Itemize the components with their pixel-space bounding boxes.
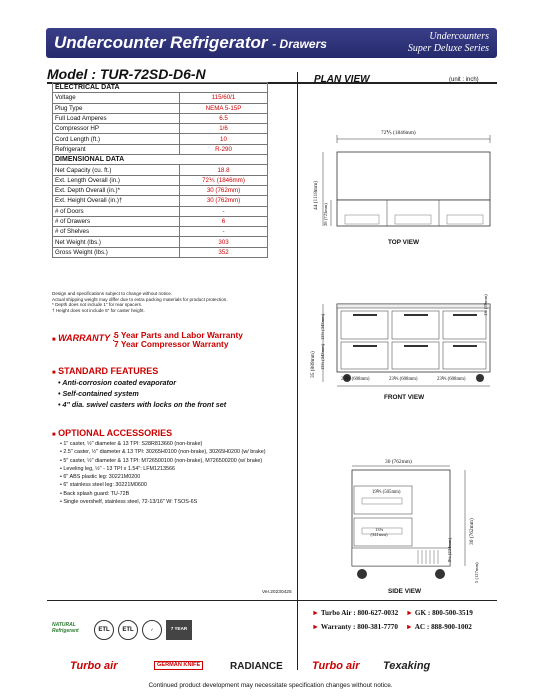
spec-row <box>53 103 268 113</box>
spec-row <box>53 196 268 206</box>
accessory-item: • 5" caster, ½" diameter & 13 TPI: M726500100 (non-brake), M726500200 (w/ brake) <box>60 457 263 464</box>
front-view-caption: FRONT VIEW <box>384 394 425 401</box>
accessory-item: • 2.5" caster, ½" diameter & 13 TPI: 30265H0100 (non-brake), 30265H0200 (w/ brake) <box>60 449 266 456</box>
contact-row-2: ► Warranty : 800-381-7770 ► AC : 888-900-1002 <box>312 623 472 631</box>
feature-item: • Anti-corrosion coated evaporator <box>58 378 177 387</box>
side-low-dim: 9¼ (234mm) <box>447 538 452 562</box>
feature-text-3: 4" dia. swivel casters with locks on the front set <box>62 400 227 409</box>
warranty-label-text: WARRANTY : <box>58 333 116 343</box>
front-drawer1-dim: 13½ (343mm) <box>320 313 325 340</box>
accessory-item: • Single overshelf, stainless steel, 72-13/16" W: TSOS-6S <box>60 499 198 506</box>
spec-row <box>53 113 268 123</box>
spec-label: # of Shelves <box>53 227 180 237</box>
warranty-line2: 7 Year Compressor Warranty <box>114 339 229 349</box>
note-4: † Height does not include 5" for caster height. <box>52 307 145 313</box>
note-3: * Depth does not include 1" for rear spacers. <box>52 302 143 308</box>
accessory-item: • Leveling leg, ½" - 13 TPI x 1.54": LFM1213566 <box>60 465 175 472</box>
header-banner <box>46 28 497 58</box>
spec-label: Plug Type <box>53 103 180 113</box>
feature-text-2: Self-contained system <box>62 389 139 398</box>
top-view-drawing <box>305 125 505 243</box>
spec-value: R-290 <box>180 144 268 154</box>
contact-gk: GK : 800-500-3519 <box>414 609 473 617</box>
spec-row <box>53 227 268 237</box>
spec-row <box>53 165 268 175</box>
side-drawer-dim: 13⅜ (341mm) <box>370 527 388 537</box>
note-2: Actual shipping weight may differ due to extra packing materials for product protection. <box>52 296 228 302</box>
side-caster-dim: 5 (127mm) <box>474 562 479 583</box>
spec-value: 6.5 <box>180 113 268 123</box>
spec-label: Ext. Height Overall (in.)† <box>53 196 180 206</box>
feature-item: • Self-contained system <box>58 389 139 398</box>
top-depth2-dim: 28 (723mm) <box>323 203 328 226</box>
warranty-lines <box>114 331 243 349</box>
spec-value: NEMA 5-15P <box>180 103 268 113</box>
spec-value: 352 <box>180 247 268 257</box>
spec-table <box>52 82 268 258</box>
series-label <box>408 31 489 55</box>
contact-ac: AC : 888-900-1002 <box>414 623 472 631</box>
warranty-label: ■ WARRANTY : <box>52 333 116 343</box>
top-drawer-strip <box>337 200 490 226</box>
standard-features-list <box>58 377 293 410</box>
contact-row-1: ► Turbo Air : 800-627-0032 ► GK : 800-500-3519 <box>312 609 473 617</box>
optional-accessories-title-text: OPTIONAL ACCESSORIES <box>58 428 173 438</box>
front-width1-dim: 23⅗ (608mm) <box>341 377 370 382</box>
brand-logo-turbo-air: Turbo air <box>70 660 118 672</box>
optional-accessories-title: ■ OPTIONAL ACCESSORIES <box>52 428 173 438</box>
spec-row <box>53 134 268 144</box>
contact-turbo-air: Turbo Air : 800-627-0032 <box>320 609 399 617</box>
spec-value: 115/60/1 <box>180 93 268 103</box>
accessory-text-1: 1" caster, ½" diameter & 13 TPI: S28R813660 (non-brake) <box>63 441 203 447</box>
page-title <box>54 33 327 53</box>
column-divider <box>297 72 298 670</box>
optional-accessories-list <box>60 440 285 506</box>
front-width3-dim: 23⅗ (608mm) <box>437 377 466 382</box>
spec-row <box>53 175 268 185</box>
spec-section-title: ELECTRICAL DATA <box>53 83 268 93</box>
accessory-item: • 1" caster, ½" diameter & 13 TPI: S28R813660 (non-brake) <box>60 441 203 447</box>
front-drawer2-dim: 13½ (343mm) <box>320 343 325 370</box>
spec-value: - <box>180 206 268 216</box>
warranty-seal-icon: ✓ <box>142 620 162 640</box>
spec-label: Net Weight (lbs.) <box>53 237 180 247</box>
standard-features-title: ■ STANDARD FEATURES <box>52 366 159 376</box>
spec-value: 1/6 <box>180 124 268 134</box>
spec-label: # of Doors <box>53 206 180 216</box>
series-line2: Super Deluxe Series <box>407 43 489 54</box>
spec-row <box>53 216 268 226</box>
spec-section-header <box>53 155 268 165</box>
accessory-item: • Back splash guard: TU-72B <box>60 490 130 497</box>
spec-label: Refrigerant <box>53 144 180 154</box>
footer-note: Continued product development may necessitate specification changes without notice. <box>148 682 393 689</box>
spec-row <box>53 144 268 154</box>
front-width2-dim: 23⅗ (608mm) <box>389 377 418 382</box>
spec-row <box>53 247 268 257</box>
side-height-dim: 30 (762mm) <box>469 518 475 545</box>
brand-logo-german-knife: GERMAN KNIFE <box>154 661 203 670</box>
plan-view-title: PLAN VIEW <box>314 74 370 85</box>
brand-logo-texaking: Texaking <box>383 660 431 672</box>
spec-section-header <box>53 83 268 93</box>
spec-label: Ext. Depth Overall (in.)* <box>53 185 180 195</box>
natural-refrigerant-logo: NATURAL Refrigerant <box>52 622 79 634</box>
spec-value: - <box>180 227 268 237</box>
spec-row <box>53 206 268 216</box>
series-line1: Undercounters <box>429 31 489 42</box>
accessory-text-6: 6" stainless steel leg: 30221M0600 <box>63 482 147 489</box>
contact-warranty: Warranty : 800-381-7770 <box>320 623 398 631</box>
front-top-dim: 1⅝ (39mm) <box>483 294 488 316</box>
spec-section-title: DIMENSIONAL DATA <box>53 155 268 165</box>
spec-label: Gross Weight (lbs.) <box>53 247 180 257</box>
standard-features-title-text: STANDARD FEATURES <box>58 366 159 376</box>
spec-label: Voltage <box>53 93 180 103</box>
accessory-item: • 6" ABS plastic leg: 30221M0200 <box>60 474 141 481</box>
etl-sanitation-logo: ETL <box>118 620 138 640</box>
spec-notes <box>52 291 272 313</box>
version-label: Ver.20230425 <box>262 590 292 595</box>
accessory-text-5: 6" ABS plastic leg: 30221M0200 <box>63 474 141 481</box>
spec-value: 10 <box>180 134 268 144</box>
accessory-text-3: 5" caster, ½" diameter & 13 TPI: M726500100 (non-brake), M726500200 (w/ brake) <box>63 457 263 464</box>
spec-value: 72⅕ (1846mm) <box>180 175 268 185</box>
spec-row <box>53 124 268 134</box>
top-view-caption: TOP VIEW <box>388 239 420 246</box>
accessory-text-2: 2.5" caster, ½" diameter & 13 TPI: 30265H0100 (non-brake), 30265H0200 (w/ brake) <box>63 449 266 456</box>
accessory-text-8: Single overshelf, stainless steel, 72-13/16" W: TSOS-6S <box>63 499 198 506</box>
spec-label: Net Capacity (cu. ft.) <box>53 165 180 175</box>
brand-logo-radiance: RADIANCE <box>230 661 283 672</box>
top-depth-dim: 44 (1118mm) <box>313 180 319 210</box>
accessory-item: • 6" stainless steel leg: 30221M0600 <box>60 482 147 489</box>
top-width-dim: 72⅕ (1846mm) <box>381 130 416 136</box>
side-view-drawing <box>340 462 480 586</box>
accessory-text-4: Leveling leg, ½" - 13 TPI x 1.54": LFM1213566 <box>63 465 175 472</box>
spec-row <box>53 185 268 195</box>
spec-label: Ext. Length Overall (in.) <box>53 175 180 185</box>
spec-label: Cord Length (ft.) <box>53 134 180 144</box>
spec-label: Full Load Amperes <box>53 113 180 123</box>
title-text: Undercounter Refrigerator <box>54 33 268 52</box>
spec-value: 30 (762mm) <box>180 185 268 195</box>
model-title: Model : TUR-72SD-D6-N <box>47 66 206 82</box>
spec-value: 18.8 <box>180 165 268 175</box>
side-view-caption: SIDE VIEW <box>388 588 422 595</box>
front-height-dim: 35 (889mm) <box>310 351 316 378</box>
feature-text-1: Anti-corrosion coated evaporator <box>62 378 177 387</box>
seven-year-badge: 7 YEAR <box>166 620 192 640</box>
bottom-divider <box>47 600 497 601</box>
top-cabinet-rect <box>337 152 490 200</box>
spec-label: # of Drawers <box>53 216 180 226</box>
front-view-drawing <box>305 298 505 388</box>
unit-label: (unit : inch) <box>449 77 479 83</box>
accessory-text-7: Back splash guard: TU-72B <box>63 490 130 497</box>
side-inner-dim: 19⅗ (505mm) <box>372 490 401 495</box>
side-width-dim: 30 (762mm) <box>385 459 412 465</box>
subtitle-text: - Drawers <box>272 37 327 51</box>
spec-row <box>53 237 268 247</box>
spec-value: 6 <box>180 216 268 226</box>
spec-value: 303 <box>180 237 268 247</box>
spec-row <box>53 93 268 103</box>
warranty-line1: 5 Year Parts and Labor Warranty <box>114 330 243 340</box>
spec-value: 30 (762mm) <box>180 196 268 206</box>
brand-logo-turbo-air-2: Turbo air <box>312 660 360 672</box>
spec-label: Compressor HP <box>53 124 180 134</box>
brand-logos-row <box>50 659 510 675</box>
note-1: Design and specifications subject to change without notice. <box>52 291 173 296</box>
contacts-block <box>312 606 512 634</box>
feature-item: • 4" dia. swivel casters with locks on the front set <box>58 400 227 409</box>
etl-logo: ETL <box>94 620 114 640</box>
